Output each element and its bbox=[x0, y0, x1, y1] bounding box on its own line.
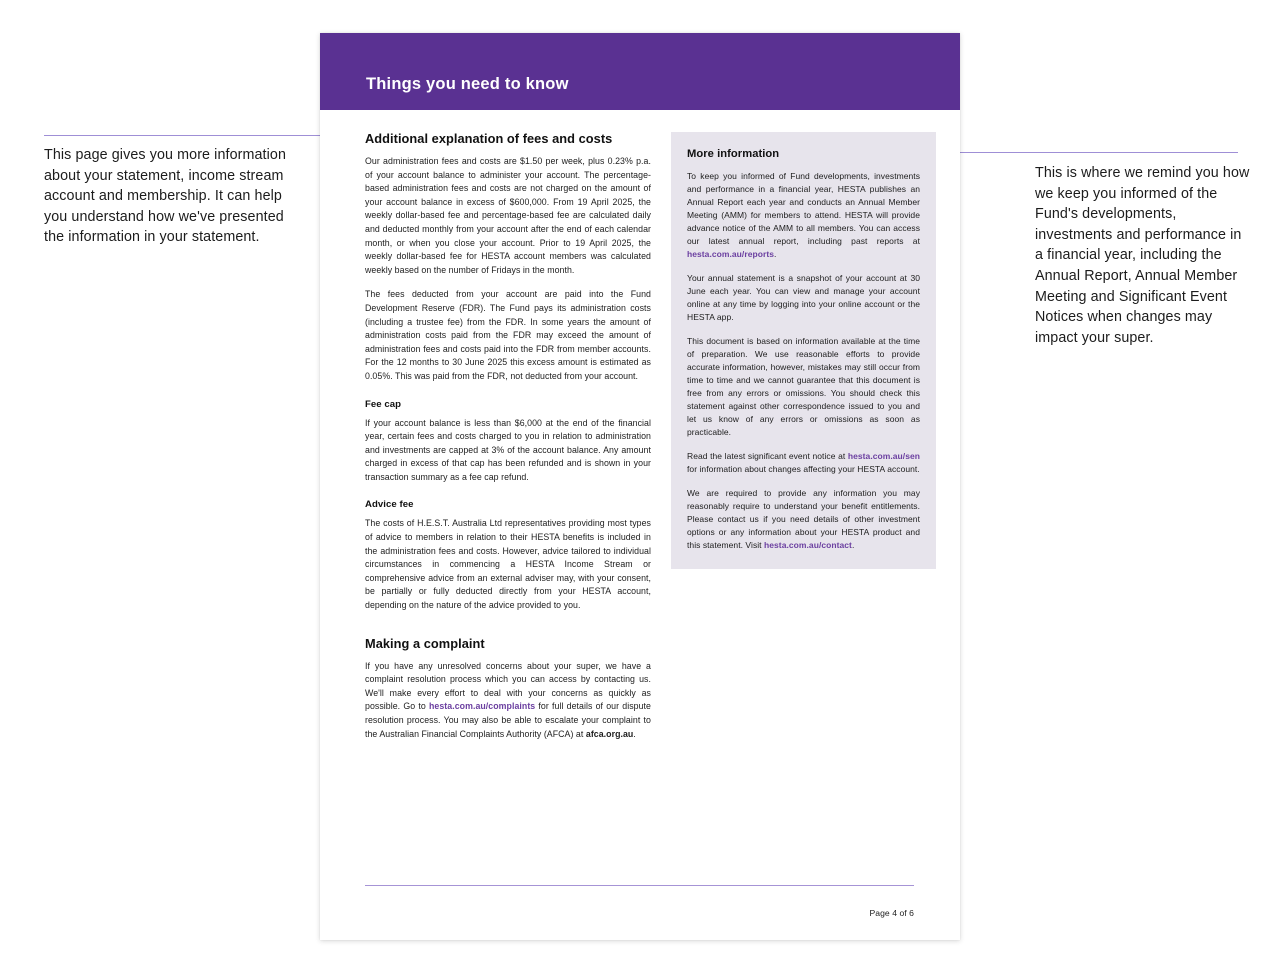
info-paragraph-snapshot: Your annual statement is a snapshot of your account at 30 June each year. You can view and manage your account online at any time by logging into your online account or the HESTA app. bbox=[687, 273, 920, 322]
callout-right-line bbox=[928, 152, 1238, 153]
callout-left-line bbox=[44, 135, 353, 136]
paragraph-admin-fees: Our administration fees and costs are $1.50 per week, plus 0.23% p.a. of your account balance to administer your account. The percentage-based administration fees and costs are not charged on the amount of your account balance in excess of $600,000. From 19 April 2025, the weekly dollar-based fee and percentage-based fee are calculated daily and deducted monthly from your account after the end of each calendar month, or when you close your account. Prior to 19 April 2025, the weekly dollar-based fee for HESTA account members was calculated weekly based on the number of Fridays in the month. bbox=[365, 156, 651, 275]
info-p4-before: Read the latest significant event notice at bbox=[687, 451, 848, 461]
page-footer bbox=[365, 885, 914, 918]
document-page bbox=[320, 33, 960, 940]
info-paragraph-sen bbox=[687, 450, 920, 476]
callout-left-text: This page gives you more information about your statement, income stream account and membership. It can help you understand how we've presented the information in your statement. bbox=[44, 147, 286, 246]
footer-divider bbox=[365, 885, 914, 886]
info-paragraph-disclaimer: This document is based on information available at the time of preparation. We use reasonable efforts to provide accurate information, however, mistakes may still occur from time to time and we cannot guarantee that this document is free from any errors or omissions. You should check this statement against other correspondence issued to you and let us know of any errors or omissions as soon as practicable. bbox=[687, 336, 920, 437]
more-information-panel bbox=[671, 132, 936, 569]
complaint-text-after: for full details of our dispute resolution process. You may also be able to escalate your complaint to the Australian Financial Complaints Authority (AFCA) at bbox=[365, 701, 651, 739]
paragraph-fee-cap: If your account balance is less than $6,000 at the end of the financial year, certain fees and costs charged to you in relation to administration and investments are capped at 3% of the account balance. Any amount charged in excess of that cap has been refunded and is shown in your transaction summary as a fee cap refund. bbox=[365, 417, 651, 482]
info-panel-heading: More information bbox=[687, 148, 780, 160]
subheading-advice-fee: Advice fee bbox=[365, 499, 414, 511]
side-column bbox=[671, 131, 936, 741]
page-title: Things you need to know bbox=[366, 75, 569, 93]
page-body bbox=[320, 110, 960, 741]
callout-right-text: This is where we remind you how we keep you informed of the Fund's developments, investments and performance in a financial year, including the Annual Report, Annual Member Meeting and Significant Event Notices when changes may impact your super. bbox=[1035, 165, 1250, 346]
info-paragraph-annual-report bbox=[687, 170, 920, 261]
info-p1-after: . bbox=[773, 249, 777, 259]
info-p5-after: . bbox=[851, 540, 855, 550]
page-header-banner bbox=[320, 33, 960, 110]
info-p1-before: To keep you informed of Fund developments, investments and performance in a financial year, HESTA publishes an Annual Report each year and conducts an Annual Member Meeting (AMM) for members to attend. HESTA will provide advance notice of the AMM to all members. You can access our latest annual report, including past reports at bbox=[687, 171, 920, 246]
complaint-text-before: If you have any unresolved concerns about your super, we have a complaint resolution process which you can access by contacting us. We'll make every effort to deal with your concerns as quickly as possible. Go to bbox=[365, 660, 651, 712]
paragraph-advice-fee: The costs of H.E.S.T. Australia Ltd representatives providing most types of advice to members in relation to their HESTA benefits is included in the administration fees and costs. However, advice tailored to individual circumstances in commencing a HESTA Income Stream or comprehensive advice from an external adviser may, with your consent, be partially or fully deducted directly from your HESTA account, depending on the nature of the advice provided to you. bbox=[365, 518, 651, 611]
link-sen[interactable]: hesta.com.au/sen bbox=[847, 451, 920, 461]
link-reports[interactable]: hesta.com.au/reports bbox=[687, 249, 774, 259]
complaint-text-end: . bbox=[633, 728, 636, 739]
main-column bbox=[365, 131, 651, 741]
link-contact[interactable]: hesta.com.au/contact bbox=[764, 540, 852, 550]
info-paragraph-contact bbox=[687, 487, 920, 552]
link-afca[interactable]: afca.org.au bbox=[585, 728, 634, 739]
link-complaints[interactable]: hesta.com.au/complaints bbox=[428, 701, 536, 712]
info-p5-before: We are required to provide any information you may reasonably require to understand your benefit entitlements. Please contact us if you need details of other investment options or any information about your HESTA product and this statement. Visit bbox=[687, 488, 920, 550]
paragraph-complaint bbox=[365, 660, 651, 742]
info-p4-after: for information about changes affecting your HESTA account. bbox=[687, 464, 920, 474]
page-number: Page 4 of 6 bbox=[869, 908, 914, 918]
section-title-fees: Additional explanation of fees and costs bbox=[365, 131, 613, 146]
subheading-fee-cap: Fee cap bbox=[365, 398, 402, 410]
section-title-complaint: Making a complaint bbox=[365, 635, 485, 651]
paragraph-fdr: The fees deducted from your account are paid into the Fund Development Reserve (FDR). The Fund pays its administration costs (including a trustee fee) from the FDR. In some years the amount of administration costs paid from the FDR may exceed the amount of administration fees and costs paid into the FDR from member accounts. For the 12 months to 30 June 2025 this excess amount is estimated as 0.05%. This was paid from the FDR, not deducted from your account. bbox=[365, 289, 651, 381]
